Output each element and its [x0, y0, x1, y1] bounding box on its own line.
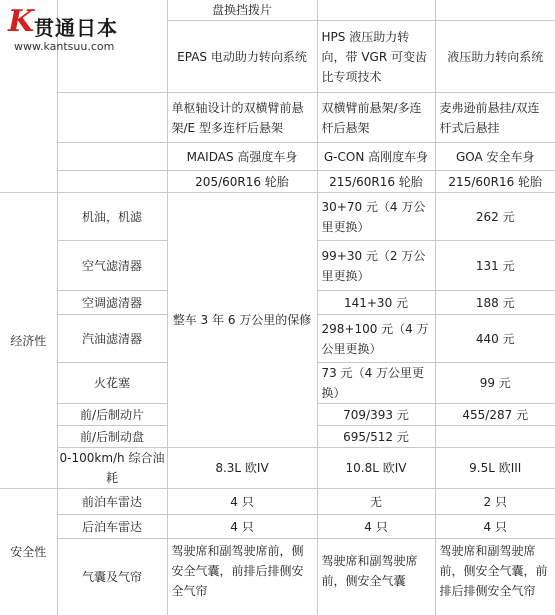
suspension-cell: 麦弗逊前悬挂/双连杆式后悬挂 — [435, 93, 555, 143]
item-name: 汽油滤清器 — [57, 315, 167, 363]
steering-cell: EPAS 电动助力转向系统 — [167, 21, 317, 93]
item-name: 0-100km/h 综合油耗 — [57, 448, 167, 489]
item-name: 后泊车雷达 — [57, 515, 167, 539]
steering-cell: 液压助力转向系统 — [435, 21, 555, 93]
body-cell: G-CON 高刚度车身 — [317, 143, 435, 171]
tire-cell: 205/60R16 轮胎 — [167, 171, 317, 193]
item-name: 空调滤清器 — [57, 291, 167, 315]
cost-cell: 99 元 — [435, 363, 555, 404]
table-row — [0, 93, 555, 143]
logo-name: 贯通日本 — [34, 16, 118, 40]
blank-cell — [57, 171, 167, 193]
fuel-cell: 9.5L 欧III — [435, 448, 555, 489]
blank-cell — [435, 0, 555, 21]
item-name: 气囊及气帘 — [57, 539, 167, 615]
steering-text: HPS 液压助力转向，带 VGR 可变齿比专项技术 — [321, 29, 427, 84]
table-row — [0, 171, 555, 193]
airbag-cell: 驾驶席和副驾驶席前，侧安全气囊，前排后排侧安全气帘 — [167, 539, 317, 615]
site-logo[interactable] — [4, 4, 154, 56]
cost-cell: 73 元（4 万公里更换） — [317, 363, 435, 404]
fuel-cell: 10.8L 欧IV — [317, 448, 435, 489]
gear-cell: 盘换挡拨片 — [167, 0, 317, 21]
table-row — [0, 448, 555, 489]
item-name: 前泊车雷达 — [57, 489, 167, 515]
table-row — [0, 539, 555, 615]
cost-cell: 440 元 — [435, 315, 555, 363]
cost-cell: 99+30 元（2 万公里更换） — [317, 241, 435, 291]
steering-cell — [317, 21, 435, 93]
cost-cell: 709/393 元 — [317, 404, 435, 426]
table-row — [0, 143, 555, 171]
blank-cell — [57, 93, 167, 143]
cost-cell: 141+30 元 — [317, 291, 435, 315]
cost-cell — [435, 426, 555, 448]
cost-cell: 695/512 元 — [317, 426, 435, 448]
blank-cell — [317, 0, 435, 21]
table-row — [0, 193, 555, 241]
radar-cell: 2 只 — [435, 489, 555, 515]
suspension-cell: 双横臂前悬架/多连杆后悬架 — [317, 93, 435, 143]
cost-cell: 262 元 — [435, 193, 555, 241]
airbag-cell: 驾驶席和副驾驶席前，侧安全气囊，前排后排侧安全气帘 — [435, 539, 555, 615]
radar-cell: 无 — [317, 489, 435, 515]
item-name: 机油，机滤 — [57, 193, 167, 241]
radar-cell: 4 只 — [167, 515, 317, 539]
section-label-economy: 经济性 — [0, 193, 57, 489]
airbag-cell: 驾驶席和副驾驶席前，侧安全气囊 — [317, 539, 435, 615]
cost-cell: 298+100 元（4 万公里更换） — [317, 315, 435, 363]
tire-cell: 215/60R16 轮胎 — [317, 171, 435, 193]
item-name: 前/后制动盘 — [57, 426, 167, 448]
cost-cell: 188 元 — [435, 291, 555, 315]
table-row — [0, 489, 555, 515]
table-row — [0, 515, 555, 539]
logo-url: www.kantsuu.com — [14, 40, 115, 53]
item-name: 火花塞 — [57, 363, 167, 404]
fuel-cell: 8.3L 欧IV — [167, 448, 317, 489]
cost-cell: 30+70 元（4 万公里更换） — [317, 193, 435, 241]
radar-cell: 4 只 — [167, 489, 317, 515]
radar-cell: 4 只 — [317, 515, 435, 539]
body-cell: MAIDAS 高强度车身 — [167, 143, 317, 171]
tire-cell: 215/60R16 轮胎 — [435, 171, 555, 193]
cost-cell: 455/287 元 — [435, 404, 555, 426]
item-name: 空气滤清器 — [57, 241, 167, 291]
body-cell: GOA 安全车身 — [435, 143, 555, 171]
blank-cell — [57, 143, 167, 171]
cost-cell: 131 元 — [435, 241, 555, 291]
suspension-cell: 单枢轴设计的双横臂前悬架/E 型多连杆后悬架 — [167, 93, 317, 143]
item-name: 前/后制动片 — [57, 404, 167, 426]
logo-mark: K — [8, 4, 35, 39]
section-label-safety: 安全性 — [0, 489, 57, 615]
radar-cell: 4 只 — [435, 515, 555, 539]
maintenance-note: 整车 3 年 6 万公里的保修 — [167, 193, 317, 448]
